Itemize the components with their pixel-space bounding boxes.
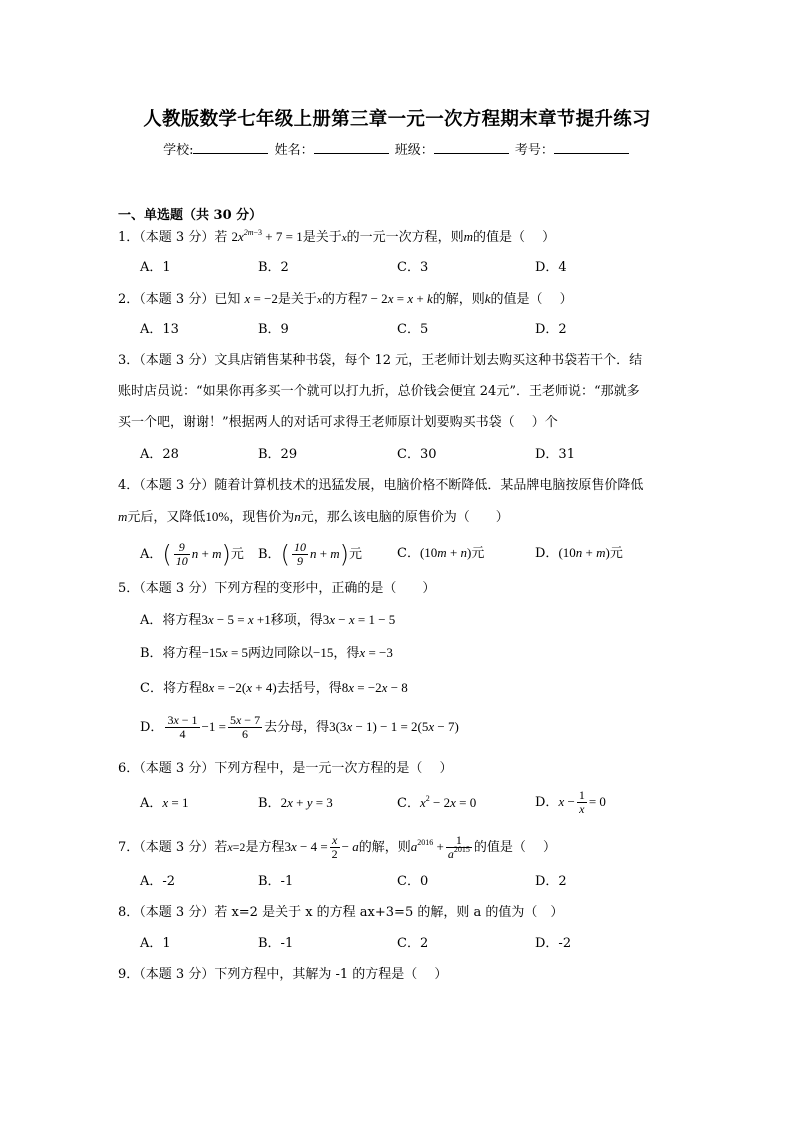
q6-option-d[interactable]: D．x − $\frac{1}{x}$ = 0 [535, 788, 606, 816]
question-text: 的值是（ ） [473, 230, 556, 245]
option-text: 移项，得 [270, 613, 323, 628]
option-text: 去括号，得 [276, 681, 342, 696]
q6-option-a[interactable]: A．x = 1 [140, 795, 189, 811]
question-9 [118, 966, 447, 984]
question-text: 是方程 [245, 840, 285, 855]
q5-option-a[interactable]: A．将方程3x − 5 = x +1移项，得3x − x = 1 − 5 [140, 612, 396, 628]
q4-option-b[interactable]: B．( $\frac{10}{9}$ n + m)元 [258, 540, 363, 569]
option-text: 两边同除以 [248, 646, 314, 661]
option-text: 去分母，得 [264, 720, 330, 735]
q4-option-a[interactable]: A．( $\frac{9}{10}$ n + m)元 [140, 540, 244, 569]
q8-option-c[interactable]: C．2 [397, 936, 429, 951]
q5-option-b[interactable]: B．将方程−15x = 5两边同除以−15，得x = −3 [140, 645, 393, 661]
question-text: 的解，则 [358, 840, 411, 855]
q2-option-a[interactable]: A．13 [140, 322, 179, 337]
option-letter: C． [397, 546, 420, 561]
q5-option-c[interactable]: C．将方程8x = −2(x + 4)去括号，得8x = −2x − 8 [140, 680, 408, 696]
question-text: （本题 3 分）下列方程的变形中，正确的是（ ） [139, 581, 436, 596]
id-blank[interactable] [554, 141, 629, 154]
option-letter: B． [258, 547, 281, 562]
question-text: （本题 3 分）已知 [139, 292, 241, 307]
question-text: （本题 3 分）文具店销售某种书袋，每个 12 元，王老师计划去购买这种书袋若干个．结 [139, 353, 643, 368]
question-text: 的一元一次方程，则 [346, 230, 464, 245]
option-text: B．将方程 [140, 646, 202, 661]
q7-option-d[interactable]: D．2 [535, 874, 567, 889]
option-text: A．将方程 [140, 613, 202, 628]
question-text: 的值是（ ） [490, 292, 573, 307]
q2-option-b[interactable]: B．9 [258, 322, 289, 337]
question-text: （本题 3 分）下列方程中，其解为 -1 的方程是（ ） [139, 967, 448, 982]
unit-label: 元 [471, 546, 485, 561]
question-number: 8． [118, 905, 140, 920]
question-1: 1．（本题 3 分）若 $2x^{2m-3} + 7 = 1$是关于x的一元一次方程，则m的值是（ ） [118, 228, 556, 245]
question-number: 7． [118, 840, 140, 855]
q3-option-c[interactable]: C．30 [397, 447, 437, 462]
option-text: D． [140, 720, 164, 735]
question-text: （本题 3 分）随着计算机技术的迅猛发展，电脑价格不断降低．某品牌电脑按原售价降低 [139, 478, 644, 493]
q1-option-b[interactable]: B．2 [258, 260, 289, 275]
q8-option-a[interactable]: A．1 [140, 936, 171, 951]
question-text: （本题 3 分）若 [139, 230, 228, 245]
math-expression: $2x^{2m-3} + 7 = 1$ [231, 228, 303, 244]
question-number: 5． [118, 581, 140, 596]
question-number: 4． [118, 478, 140, 493]
question-number: 3． [118, 353, 140, 368]
q6-option-b[interactable]: B．2x + y = 3 [258, 795, 333, 811]
school-blank[interactable] [193, 141, 268, 154]
school-label: 学校: [163, 143, 194, 158]
question-text: （本题 3 分）若 x=2 是关于 x 的方程 ax+3=5 的解，则 a 的值为（ ） [139, 905, 564, 920]
student-info-row [0, 139, 794, 158]
question-8 [118, 904, 563, 922]
percent-value: 10% [205, 509, 230, 524]
name-label: 姓名： [274, 143, 314, 158]
question-text: （本题 3 分）若 [139, 840, 228, 855]
question-number: 1． [118, 230, 140, 245]
q7-option-a[interactable]: A．-2 [140, 874, 176, 889]
q1-option-d[interactable]: D．4 [535, 260, 567, 275]
class-label: 班级： [394, 143, 434, 158]
question-3-line-2: 账时店员说：“如果你再多买一个就可以打九折，总价钱会便宜 24元”．王老师说：“那就多 [118, 384, 640, 399]
question-4 [118, 477, 643, 495]
question-text: 的解，则 [432, 292, 485, 307]
unit-label: 元 [349, 547, 363, 562]
option-letter: D． [535, 795, 559, 810]
q1-option-c[interactable]: C．3 [397, 260, 429, 275]
question-3 [118, 352, 642, 370]
q1-option-a[interactable]: A．1 [140, 260, 171, 275]
option-text: C．将方程 [140, 681, 202, 696]
section-heading: 一、单选题（共 30 分） [118, 208, 263, 223]
name-blank[interactable] [314, 141, 389, 154]
q8-option-b[interactable]: B．-1 [258, 936, 294, 951]
math-expression: x = −2 [244, 291, 278, 306]
question-3-line-3: 买一个吧，谢谢！”根据两人的对话可求得王老师原计划要购买书袋（ ）个 [118, 415, 558, 430]
option-letter: A． [140, 796, 163, 811]
option-letter: C． [397, 796, 420, 811]
question-text: 元，那么该电脑的原售价为（ ） [300, 510, 509, 525]
q4-option-c[interactable]: C．(10m + n)元 [397, 545, 485, 561]
q7-option-b[interactable]: B．-1 [258, 874, 294, 889]
unit-label: 元 [230, 547, 244, 562]
q8-option-d[interactable]: D．-2 [535, 936, 572, 951]
question-number: 2． [118, 292, 140, 307]
question-4-line-2: m元后，又降低10%，现售价为n元，那么该电脑的原售价为（ ） [118, 509, 509, 525]
option-letter: D． [535, 546, 559, 561]
question-text: 元后，又降低 [127, 510, 206, 525]
question-text: 是关于 [302, 230, 342, 245]
q3-option-a[interactable]: A．28 [140, 447, 179, 462]
question-text: ，现售价为 [229, 510, 295, 525]
q6-option-c[interactable]: C．$x^2 - 2x = 0$ [397, 794, 477, 811]
q3-option-d[interactable]: D．31 [535, 447, 575, 462]
id-label: 考号： [514, 143, 554, 158]
unit-label: 元 [609, 546, 623, 561]
q4-option-d[interactable]: D．(10n + m)元 [535, 545, 623, 561]
q2-option-d[interactable]: D．2 [535, 322, 567, 337]
q3-option-b[interactable]: B．29 [258, 447, 298, 462]
q5-option-d[interactable]: D． $\frac{3x - 1}{4}$ −1 = $\frac{5x - 7}{6}$ 去分母，得3(3x − 1) − 1 = 2(5x − 7) [140, 713, 459, 741]
question-text: （本题 3 分）下列方程中，是一元一次方程的是（ ） [139, 761, 453, 776]
option-letter: A． [140, 547, 163, 562]
question-number: 6． [118, 761, 140, 776]
question-6 [118, 760, 452, 778]
page-title: 人教版数学七年级上册第三章一元一次方程期末章节提升练习 [143, 109, 651, 130]
q2-option-c[interactable]: C．5 [397, 322, 429, 337]
class-blank[interactable] [434, 141, 509, 154]
question-2: 2．（本题 3 分）已知 x = −2是关于x的方程7 − 2x = x + k的解，则k的值是（ ） [118, 291, 573, 307]
question-text: 的方程 [321, 292, 361, 307]
question-text: 的值是（ ） [473, 840, 556, 855]
q7-option-c[interactable]: C．0 [397, 874, 429, 889]
question-7: 7．（本题 3 分）若x=2是方程3x − 4 = $\frac{x}{2}$ − a的解，则$a^{2016}$ + $\frac{1}{a^{2015}}$ 的值是（ ） [118, 833, 556, 861]
option-text: ，得 [333, 646, 360, 661]
question-5 [118, 580, 435, 598]
math-expression: 7 − 2x = x + k [360, 291, 433, 306]
question-text: 是关于 [277, 292, 317, 307]
option-letter: B． [258, 796, 281, 811]
question-number: 9． [118, 967, 140, 982]
